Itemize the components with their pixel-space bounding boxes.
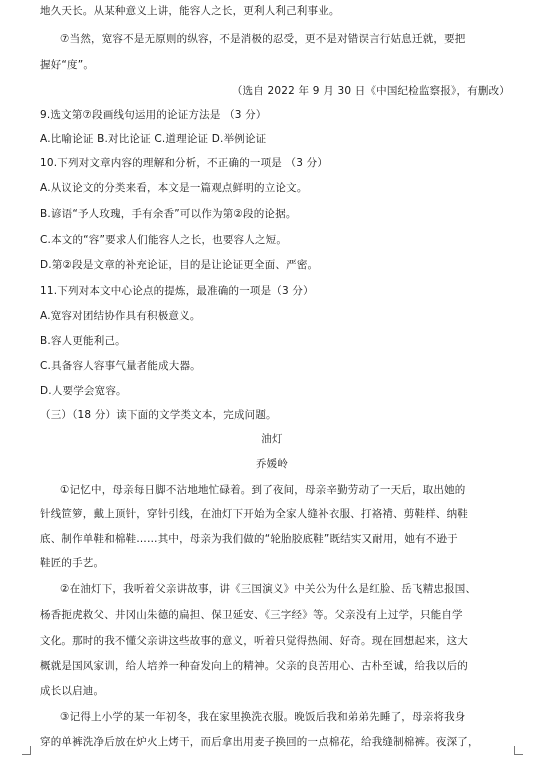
crop-mark	[22, 746, 31, 755]
paragraph-line: 底、制作单鞋和棉鞋……其中，母亲为我们做的“轮胎胶底鞋”既结实又耐用，她有不逊于	[40, 533, 458, 545]
paragraph-line: ③记得上小学的某一年初冬，我在家里换洗衣服。晚饭后我和弟弟先睡了，母亲将我身	[60, 711, 466, 723]
question-11: 11.下列对本文中心论点的提炼，最准确的一项是（3 分）	[40, 285, 314, 297]
paragraph-line: 杨香扼虎救父、井冈山朱德的扁担、保卫延安、《三字经》等。父亲没有上过学，只能自学	[40, 609, 463, 621]
section-heading: （三）（18 分）读下面的文学类文本，完成问题。	[40, 409, 277, 421]
text-line: 握好“度”。	[40, 59, 95, 71]
question-9-options: A.比喻论证 B.对比论证 C.道理论证 D.举例论证	[40, 133, 267, 145]
option-b: B.谚语“予人玫瑰，手有余香”可以作为第②段的论据。	[40, 208, 297, 220]
crop-mark	[514, 746, 523, 755]
question-10: 10.下列对文章内容的理解和分析，不正确的一项是 （3 分）	[40, 157, 329, 169]
article-author: 乔媛岭	[255, 458, 289, 470]
option-c: C.具备容人容事气量者能成大器。	[40, 360, 201, 372]
text-line: ⑦当然，宽容不是无原则的纵容，不是消极的忍受，更不是对错误言行姑息迁就，要把	[60, 33, 466, 45]
option-a: A.从议论文的分类来看，本文是一篇观点鲜明的立论文。	[40, 182, 308, 194]
paragraph-line: 文化。那时的我不懂父亲讲这些故事的意义，听着只觉得热闹、好奇。现在回想起来，这大	[40, 635, 468, 647]
option-d: D.第②段是文章的补充论证，目的是让论证更全面、严密。	[40, 259, 319, 271]
paragraph-line: ②在油灯下，我听着父亲讲故事，讲《三国演义》中关公为什么是红脸、岳飞精忠报国、	[60, 583, 477, 595]
option-c: C.本文的“容”要求人们能容人之长，也要容人之短。	[40, 234, 288, 246]
option-a: A.宽容对团结协作具有积极意义。	[40, 310, 201, 322]
paragraph-line: 概就是国风家训，给人培养一种奋发向上的精神。父亲的良苦用心、古朴至诚，给我以后的	[40, 660, 468, 672]
option-d: D.人要学会宽容。	[40, 385, 127, 397]
paragraph-line: ①记忆中，母亲每日脚不沾地地忙碌着。到了夜间，母亲辛勤劳动了一天后，取出她的	[60, 484, 466, 496]
paragraph-line: 穿的单裤洗净后放在炉火上烤干，而后拿出用麦子换回的一点棉花，给我缝制棉裤。夜深了，	[40, 736, 479, 748]
paragraph-line: 鞋匠的手艺。	[40, 557, 105, 569]
source-citation: （选自 2022 年 9 月 30 日《中国纪检监察报》，有删改）	[231, 85, 510, 97]
option-b: B.容人更能利己。	[40, 335, 126, 347]
paragraph-line: 成长以启迪。	[40, 685, 105, 697]
text-line: 地久天长。从某种意义上讲，能容人之长，更利人利己利事业。	[40, 5, 340, 17]
article-title: 油灯	[261, 433, 283, 445]
paragraph-line: 针线笸箩，戴上顶针，穿针引线，在油灯下开始为全家人缝补衣服、打袼褙、剪鞋样、纳鞋	[40, 508, 468, 520]
question-9: 9.选文第⑦段画线句运用的论证方法是 （3 分）	[40, 109, 267, 121]
